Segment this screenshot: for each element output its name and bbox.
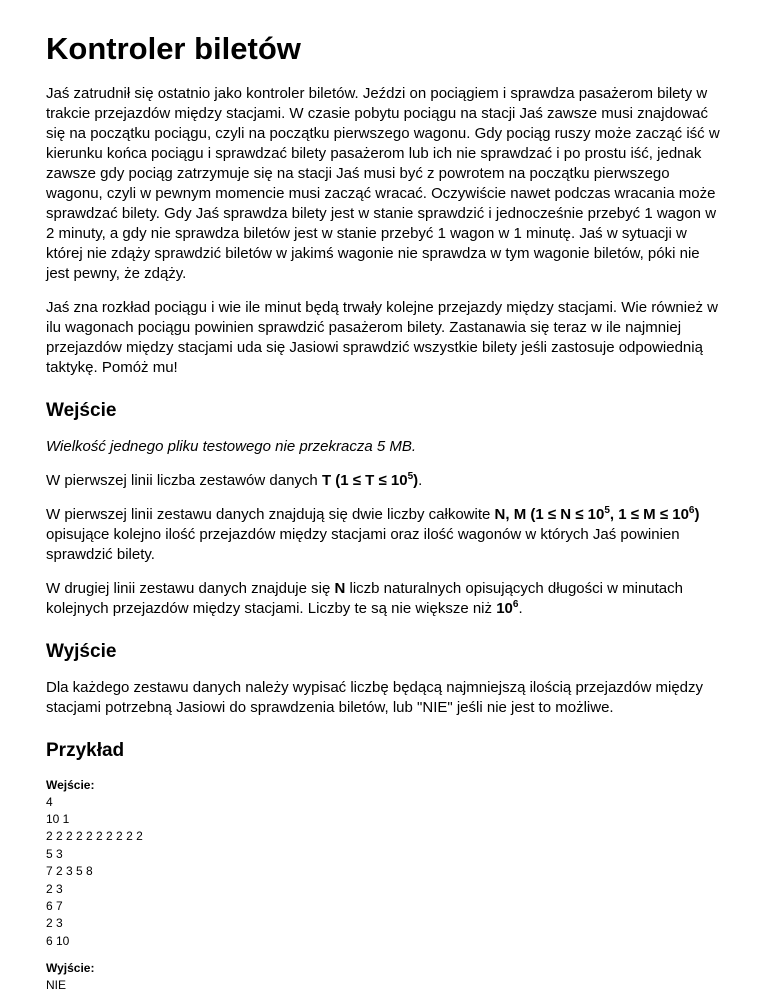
example-input-line: 10 1 [46, 811, 70, 826]
example-input-line: 2 3 [46, 916, 63, 931]
constraint-text: N, M ($1 \le N \le 10^5$, $1 \le M \le 10^6$) [494, 504, 700, 523]
bold-limit: $10^6$ [496, 598, 519, 617]
page-title: Kontroler biletów [46, 31, 301, 66]
example-input-line: 2 3 [46, 881, 63, 896]
text: W pierwszej linii zestawu danych znajdują się dwie liczby całkowite [46, 505, 495, 523]
input-line-2: W pierwszej linii zestawu danych znajdują się dwie liczby całkowite N, M ($1 \le N \le 10^5$, $1 \le M \le 10^6$) opisujące kolejno ilość przejazdów między stacjami oraz ilość wagonów w których Jaś powinien sprawdzić bilety. [46, 504, 700, 563]
example-input [46, 794, 722, 951]
example-input-line: 7 2 3 5 8 [46, 864, 93, 879]
output-heading: Wyjście [46, 640, 117, 662]
bold-n: N [334, 579, 346, 597]
example-output-label: Wyjście: [46, 961, 95, 976]
constraint-text: T $(1 \le T \le 10^5)$ [321, 470, 419, 489]
input-line-3: W drugiej linii zestawu danych znajduje się N liczb naturalnych opisujących długości w minutach kolejnych przejazdów między stacjami. Liczby te są nie większe niż $10^6$. [46, 579, 683, 617]
example-input-line: 5 3 [46, 846, 63, 861]
example-input-line: 6 7 [46, 899, 63, 914]
example-input-line: 6 10 [46, 933, 70, 948]
input-size-note: Wielkość jednego pliku testowego nie przekracza 5 MB. [46, 437, 417, 455]
text: W pierwszej linii liczba zestawów danych [46, 471, 322, 489]
input-heading: Wejście [46, 400, 117, 422]
input-line-1: W pierwszej linii liczba zestawów danych T $(1 \le T \le 10^5)$. [46, 470, 423, 489]
example-input-line: 2 2 2 2 2 2 2 2 2 2 [46, 829, 143, 844]
output-description: Dla każdego zestawu danych należy wypisać liczbę będącą najmniejszą ilością przejazdów między stacjami potrzebną Jasiowi do sprawdzenia biletów, lub "NIE" jeśli nie jest to możliwe. [46, 678, 703, 716]
text: W drugiej linii zestawu danych znajduje się [46, 579, 335, 597]
example-input-label: Wejście: [46, 777, 95, 792]
example-heading: Przykład [46, 739, 125, 761]
intro-paragraph-2: Jaś zna rozkład pociągu i wie ile minut będą trwały kolejne przejazdy między stacjami. Wie również w ilu wagonach pociągu powinien sprawdzić pasażerom bilety. Zastanawia się teraz w ile najmniej przejazdów między stacjami uda się Jasiowi sprawdzić wszystkie bilety jeśli zastosuje odpowiednią taktykę. Pomóż mu! [46, 299, 718, 377]
intro-paragraph-1: Jaś zatrudnił się ostatnio jako kontroler biletów. Jeździ on pociągiem i sprawdza pasażerom bilety w trakcie przejazdów między stacjami. W czasie pobytu pociągu na stacji Jaś zawsze musi znajdować się na początku pociągu, czyli na początku pierwszego wagonu. Gdy pociąg ruszy może zacząć iść w kierunku końca pociągu i sprawdzać bilety pasażerom lub ich nie sprawdzać i po prostu iść, jednak zawsze gdy pociąg zatrzymuje się na stacji Jaś musi być z powrotem na początku pierwszego wagonu, czyli w pewnym momencie musi zacząć wracać. Oczywiście nawet podczas wracania może sprawdzać bilety. Gdy Jaś sprawdza bilety jest w stanie sprawdzić i jednocześnie przebyć 1 wagon w 2 minuty, a gdy nie sprawdza biletów jest w stanie przebyć 1 wagon w 1 minutę. Jaś w sytuacji w której nie zdąży sprawdzić biletów w jakimś wagonie nie sprawdza w tym wagonie biletów, póki nie jest pewny, że zdąży. [46, 85, 720, 283]
example-input-line: 4 [46, 794, 53, 809]
example-output [46, 977, 722, 994]
example-output-line: NIE [46, 978, 67, 993]
